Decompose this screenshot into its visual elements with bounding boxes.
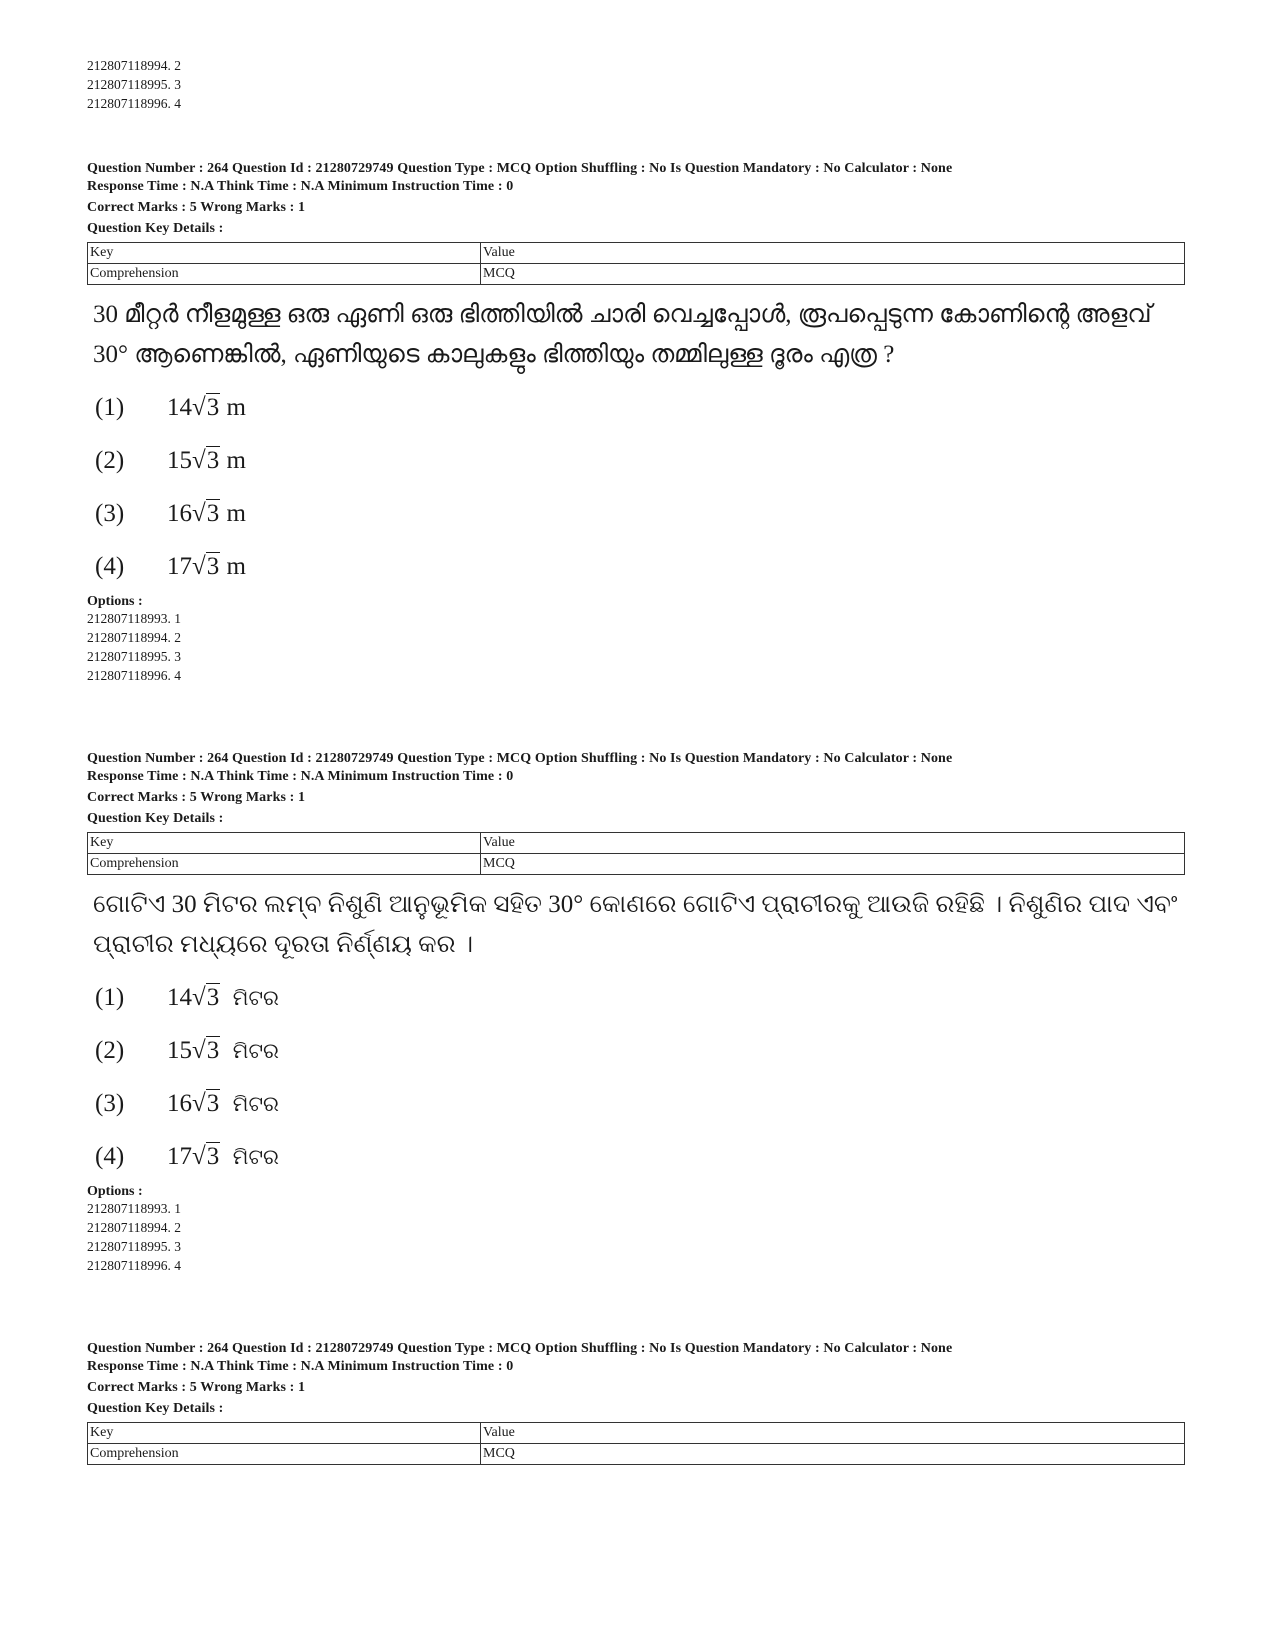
table-row — [88, 854, 1185, 875]
options-label: Options : — [87, 1184, 143, 1199]
choice-coef: 17 — [167, 1142, 192, 1170]
option-id: 212807118994. 2 — [87, 630, 181, 645]
choice-number: (3) — [95, 499, 125, 527]
choice-unit: ମିଟର — [232, 1038, 279, 1063]
table-header-value: Value — [481, 243, 1185, 264]
key-value-table — [87, 242, 1185, 285]
choice-unit: m — [226, 499, 246, 527]
option-id: 212807118995. 3 — [87, 1239, 181, 1254]
choice-value — [167, 500, 246, 528]
question-block-3 — [87, 1340, 1187, 1465]
key-details-label: Question Key Details : — [87, 1401, 224, 1416]
table-cell-value: MCQ — [481, 1444, 1185, 1465]
table-header-key: Key — [88, 1423, 481, 1444]
choice-item — [87, 487, 1187, 540]
question-text: ଗୋଟିଏ 30 ମିଟର ଲମ୍ବ ନିଶୁଣି ଆନୁଭୂମିକ ସହିତ 30° କୋଣରେ ଗୋଟିଏ ପ୍ରାଚୀରକୁ ଆଉଜି ରହିଛି । ନିଶୁଣିର ପାଦ ଏବଂ ପ୍ରାଚୀର ମଧ୍ୟରେ ଦୂରତା ନିର୍ଣ୍ଣୟ କର । — [93, 891, 1178, 958]
question-meta-line: Question Number : 264 Question Id : 21280729749 Question Type : MCQ Option Shuffling : No Is Question Mandatory : No Calculator : None — [87, 1341, 953, 1356]
table-header-key: Key — [88, 833, 481, 854]
question-block-malayalam — [87, 160, 1187, 687]
option-ids — [87, 611, 1187, 687]
choice-value — [167, 394, 246, 422]
sqrt-symbol: √3 — [192, 393, 220, 421]
option-id: 212807118993. 1 — [87, 1201, 181, 1216]
choice-item — [87, 434, 1187, 487]
choice-value — [167, 553, 246, 581]
choice-coef: 15 — [167, 446, 192, 474]
option-id: 212807118996. 4 — [87, 96, 181, 111]
option-id: 212807118995. 3 — [87, 649, 181, 664]
choice-value — [167, 1090, 279, 1118]
key-details-label: Question Key Details : — [87, 221, 224, 236]
choice-unit: m — [226, 552, 246, 580]
choice-radicand: 3 — [206, 1089, 220, 1117]
table-header-key: Key — [88, 243, 481, 264]
choice-unit: ମିଟର — [232, 1091, 279, 1116]
table-cell-key: Comprehension — [88, 854, 481, 875]
choice-coef: 15 — [167, 1036, 192, 1064]
option-id: 212807118994. 2 — [87, 58, 181, 73]
marks-line: Correct Marks : 5 Wrong Marks : 1 — [87, 1380, 306, 1395]
question-text: 30 മീറ്റർ നീളമുള്ള ഒരു ഏണി ഒരു ഭിത്തിയിൽ ചാരി വെച്ചപ്പോൾ, രൂപപ്പെടുന്ന കോണിന്റെ അളവ് 30° ആണെങ്കിൽ, ഏണിയുടെ കാലുകളും ഭിത്തിയും തമ്മിലുള്ള ദൂരം എത്ര ? — [93, 301, 1152, 368]
table-cell-key: Comprehension — [88, 1444, 481, 1465]
choice-number: (1) — [95, 393, 125, 421]
choice-value — [167, 1037, 279, 1065]
choice-coef: 14 — [167, 393, 192, 421]
sqrt-symbol: √3 — [192, 983, 220, 1011]
response-time-line: Response Time : N.A Think Time : N.A Minimum Instruction Time : 0 — [87, 179, 514, 194]
question-meta-line: Question Number : 264 Question Id : 21280729749 Question Type : MCQ Option Shuffling : No Is Question Mandatory : No Calculator : None — [87, 751, 953, 766]
options-label: Options : — [87, 594, 143, 609]
key-value-table — [87, 832, 1185, 875]
table-header-value: Value — [481, 1423, 1185, 1444]
choice-number: (4) — [95, 1142, 125, 1170]
option-id: 212807118993. 1 — [87, 611, 181, 626]
table-header-row — [88, 243, 1185, 264]
choice-item — [87, 1130, 1187, 1183]
choice-number: (1) — [95, 983, 125, 1011]
top-option-ids — [87, 58, 1187, 115]
sqrt-symbol: √3 — [192, 552, 220, 580]
choices-list — [87, 381, 1187, 593]
choices-list — [87, 971, 1187, 1183]
option-id: 212807118995. 3 — [87, 77, 181, 92]
choice-coef: 14 — [167, 983, 192, 1011]
choice-value — [167, 984, 279, 1012]
choice-item — [87, 971, 1187, 1024]
table-row — [88, 264, 1185, 285]
marks-line: Correct Marks : 5 Wrong Marks : 1 — [87, 790, 306, 805]
choice-value — [167, 1143, 279, 1171]
choice-radicand: 3 — [206, 983, 220, 1011]
choice-item — [87, 1077, 1187, 1130]
choice-item — [87, 1024, 1187, 1077]
option-id: 212807118996. 4 — [87, 1258, 181, 1273]
choice-item — [87, 381, 1187, 434]
choice-coef: 17 — [167, 552, 192, 580]
choice-number: (3) — [95, 1089, 125, 1117]
table-row — [88, 1444, 1185, 1465]
table-header-row — [88, 1423, 1185, 1444]
key-value-table — [87, 1422, 1185, 1465]
key-details-label: Question Key Details : — [87, 811, 224, 826]
choice-radicand: 3 — [206, 1036, 220, 1064]
choice-radicand: 3 — [206, 552, 220, 580]
option-id: 212807118996. 4 — [87, 668, 181, 683]
sqrt-symbol: √3 — [192, 446, 220, 474]
question-meta-line: Question Number : 264 Question Id : 21280729749 Question Type : MCQ Option Shuffling : No Is Question Mandatory : No Calculator : None — [87, 161, 953, 176]
option-id: 212807118994. 2 — [87, 1220, 181, 1235]
sqrt-symbol: √3 — [192, 1089, 220, 1117]
table-cell-key: Comprehension — [88, 264, 481, 285]
choice-radicand: 3 — [206, 499, 220, 527]
choice-number: (4) — [95, 552, 125, 580]
table-cell-value: MCQ — [481, 854, 1185, 875]
table-cell-value: MCQ — [481, 264, 1185, 285]
sqrt-symbol: √3 — [192, 1142, 220, 1170]
choice-number: (2) — [95, 446, 125, 474]
marks-line: Correct Marks : 5 Wrong Marks : 1 — [87, 200, 306, 215]
choice-value — [167, 447, 246, 475]
response-time-line: Response Time : N.A Think Time : N.A Minimum Instruction Time : 0 — [87, 1359, 514, 1374]
option-ids — [87, 1201, 1187, 1277]
choice-radicand: 3 — [206, 393, 220, 421]
choice-coef: 16 — [167, 499, 192, 527]
choice-item — [87, 540, 1187, 593]
choice-radicand: 3 — [206, 446, 220, 474]
choice-coef: 16 — [167, 1089, 192, 1117]
table-header-value: Value — [481, 833, 1185, 854]
choice-unit: m — [226, 393, 246, 421]
response-time-line: Response Time : N.A Think Time : N.A Minimum Instruction Time : 0 — [87, 769, 514, 784]
choice-unit: ମିଟର — [232, 985, 279, 1010]
question-block-odia — [87, 750, 1187, 1277]
table-header-row — [88, 833, 1185, 854]
choice-number: (2) — [95, 1036, 125, 1064]
sqrt-symbol: √3 — [192, 1036, 220, 1064]
choice-unit: m — [226, 446, 246, 474]
choice-radicand: 3 — [206, 1142, 220, 1170]
choice-unit: ମିଟର — [232, 1144, 279, 1169]
sqrt-symbol: √3 — [192, 499, 220, 527]
